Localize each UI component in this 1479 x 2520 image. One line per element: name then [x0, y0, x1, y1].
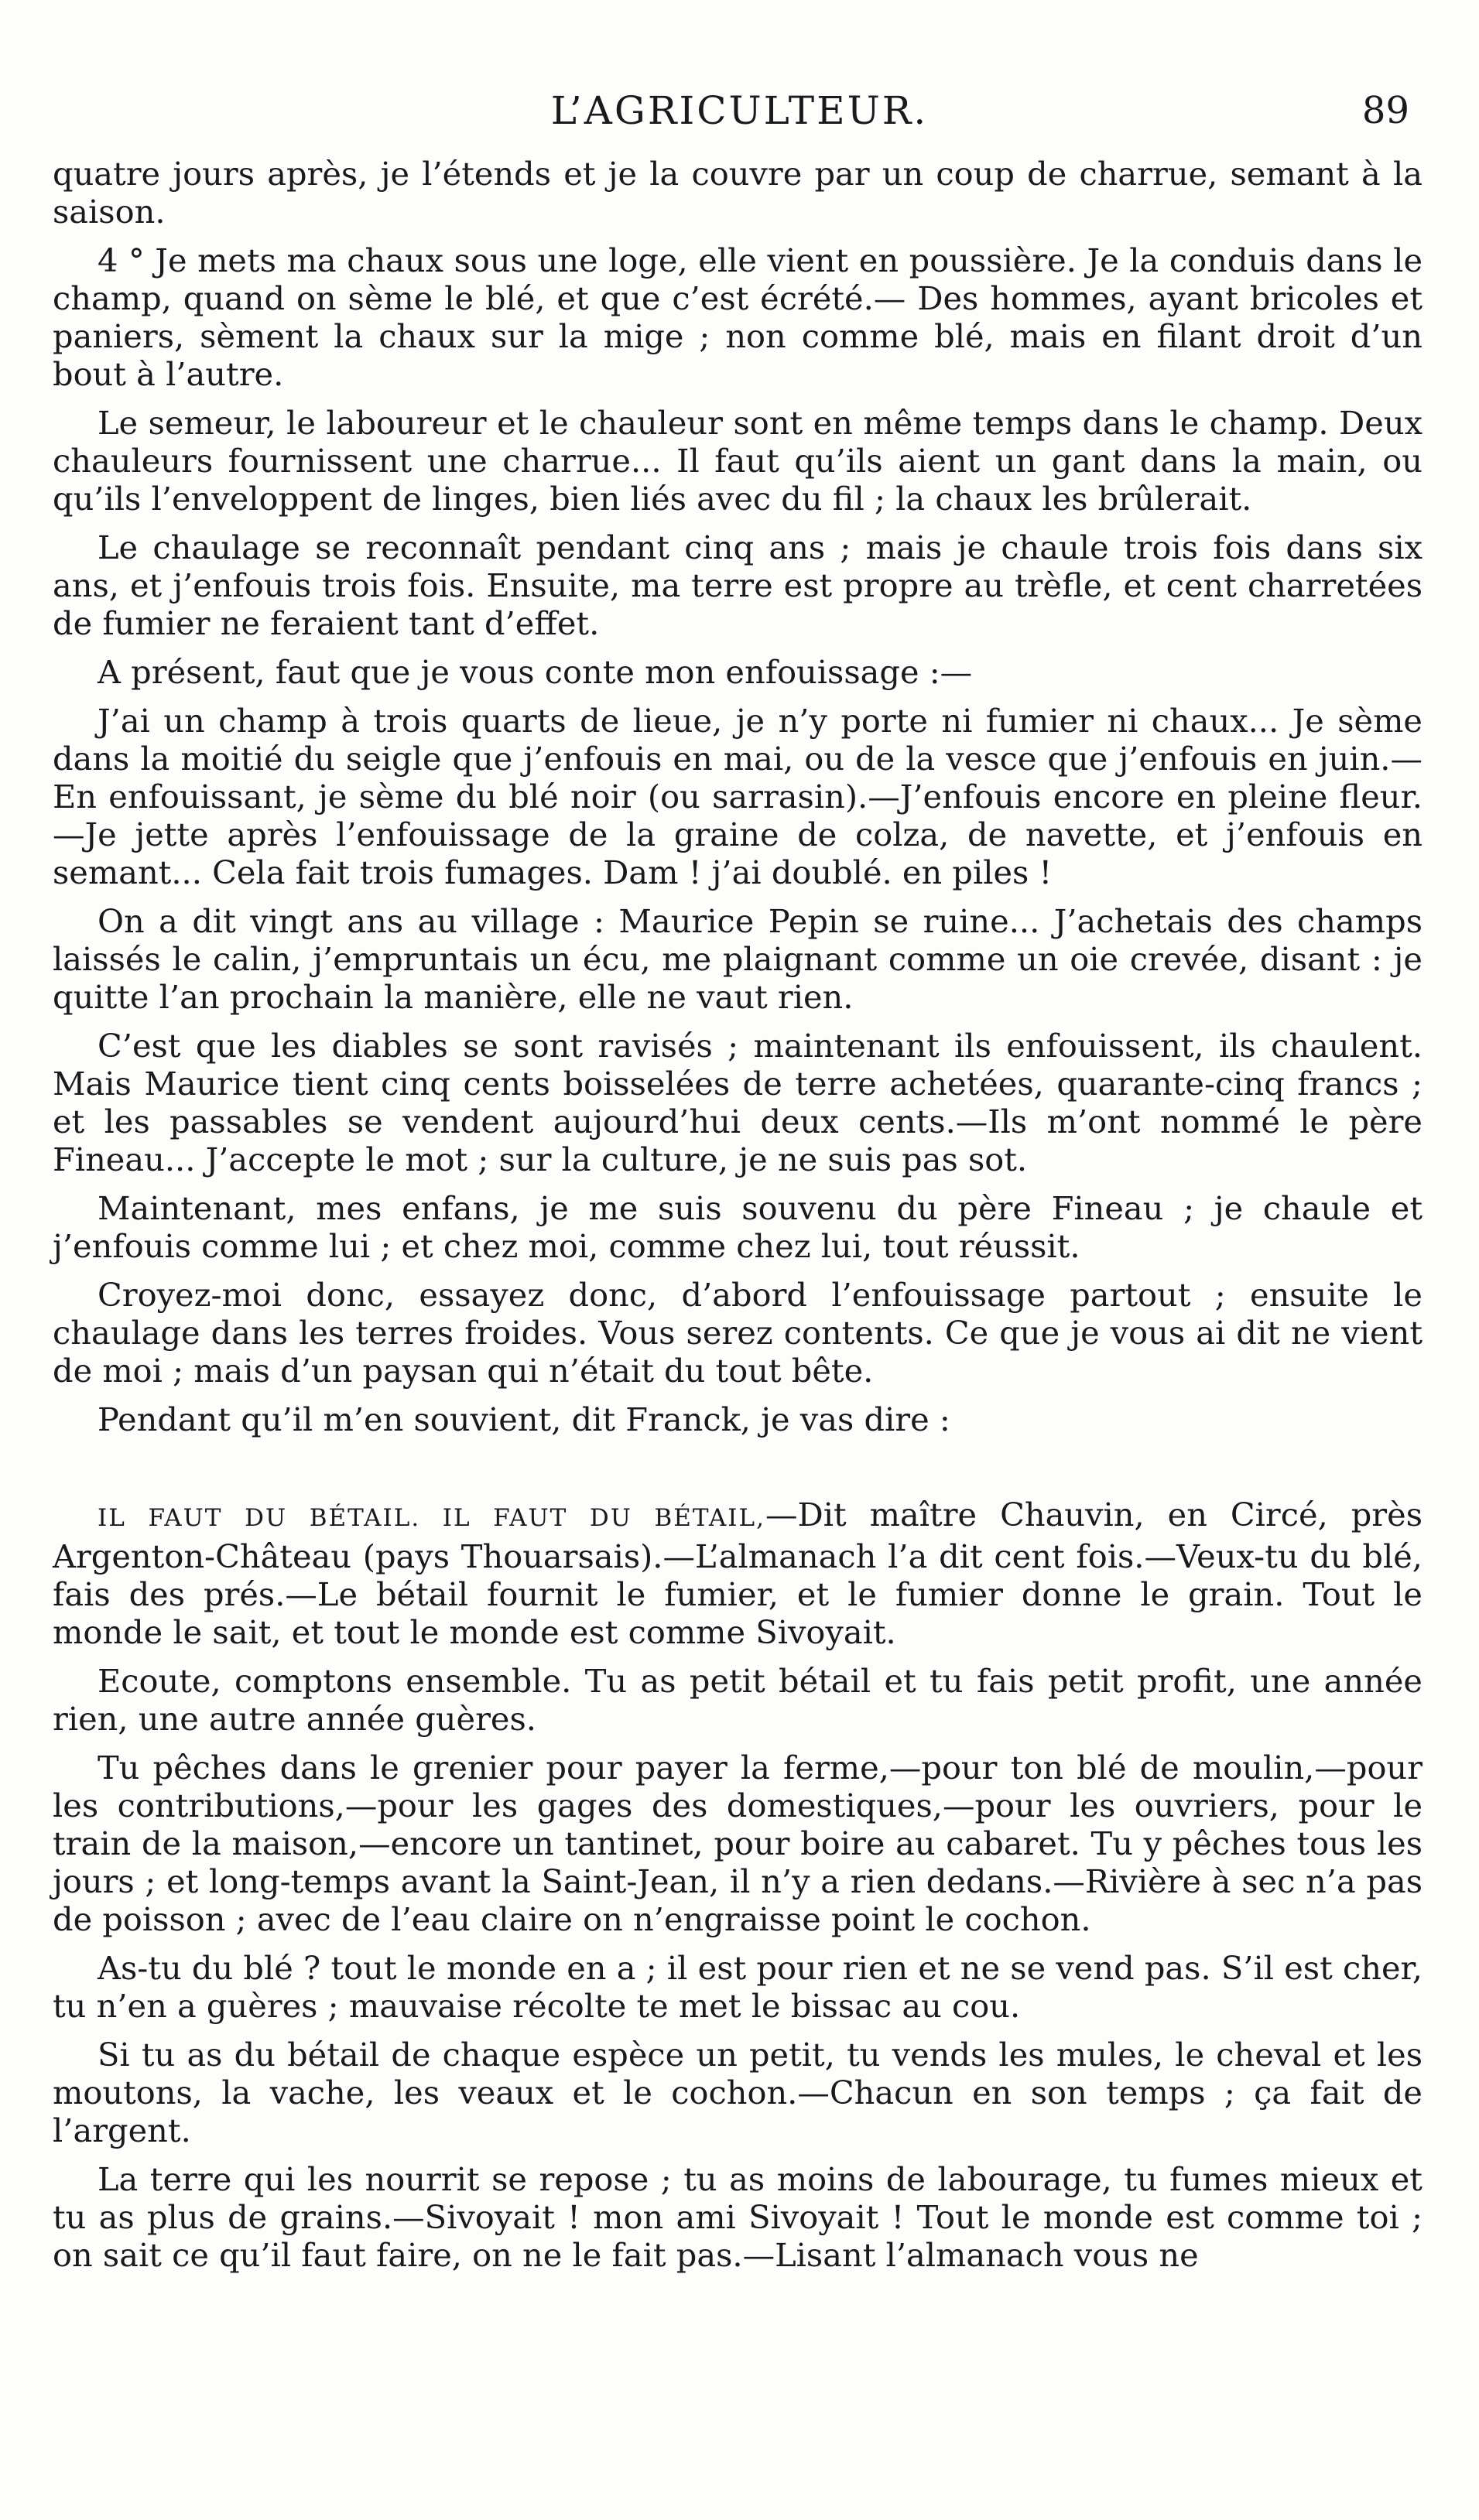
paragraph-9: Maintenant, mes enfans, je me suis souvenu du père Fineau ; je chaule et j’enfouis comme lui ; et chez moi, comme chez lui, tout réussit. [53, 1189, 1423, 1265]
running-header [46, 84, 1433, 138]
paragraph-16: Si tu as du bétail de chaque espèce un petit, tu vends les mules, le cheval et les moutons, la vache, les veaux et le cochon.—Chacun en son temps ; ça fait de l’argent. [53, 2036, 1423, 2149]
paragraph-6: J’ai un champ à trois quarts de lieue, je n’y porte ni fumier ni chaux... Je sème dans la moitié du seigle que j’enfouis en mai, ou de la vesce que j’enfouis en juin.—En enfouissant, je sème du blé noir (ou sarrasin).—J’enfouis encore en pleine fleur.—Je jette après l’enfouissage de la graine de colza, de navette, et j’enfouis en semant... Cela fait trois fumages. Dam ! j’ai doublé. en piles ! [53, 702, 1423, 891]
running-title: L’AGRICULTEUR. [550, 88, 929, 133]
paragraph-13: Ecoute, comptons ensemble. Tu as petit bétail et tu fais petit profit, une année rien, une autre année guères. [53, 1662, 1423, 1738]
paragraph-3: Le semeur, le laboureur et le chauleur sont en même temps dans le champ. Deux chauleurs fournissent une charrue... Il faut qu’ils aient un gant dans la main, ou qu’ils l’enveloppent de linges, bien liés avec du fil ; la chaux les brûlerait. [53, 404, 1423, 518]
paragraph-15: As-tu du blé ? tout le monde en a ; il est pour rien et ne se vend pas. S’il est cher, tu n’en a guères ; mauvaise récolte te met le bissac au cou. [53, 1949, 1423, 2025]
paragraph-10: Croyez-moi donc, essayez donc, d’abord l’enfouissage partout ; ensuite le chaulage dans les terres froides. Vous serez contents. Ce que je vous ai dit ne vient de moi ; mais d’un paysan qui n’était du tout bête. [53, 1276, 1423, 1390]
section-lead-paragraph [53, 1496, 1423, 1651]
paragraph-2: 4 ° Je mets ma chaux sous une loge, elle vient en poussière. Je la conduis dans le champ, quand on sème le blé, et que c’est écrété.— Des hommes, ayant bricoles et paniers, sèment la chaux sur la mige ; non comme blé, mais en filant droit d’un bout à l’autre. [53, 241, 1423, 393]
paragraph-14: Tu pêches dans le grenier pour payer la ferme,—pour ton blé de moulin,—pour les contributions,—pour les gages des domestiques,—pour les ouvriers, pour le train de la maison,—encore un tantinet, pour boire au cabaret. Tu y pêches tous les jours ; et long-temps avant la Saint-Jean, il n’y a rien dedans.—Rivière à sec n’a pas de poisson ; avec de l’eau claire on n’engraisse point le cochon. [53, 1749, 1423, 1938]
paragraph-5: A présent, faut que je vous conte mon enfouissage :— [98, 653, 973, 691]
section-gap [53, 1449, 1423, 1496]
paragraph-4: Le chaulage se reconnaît pendant cinq ans ; mais je chaule trois fois dans six ans, et j’enfouis trois fois. Ensuite, ma terre est propre au trèfle, et cent charretées de fumier ne feraient tant d’effet. [53, 528, 1423, 642]
paragraph-1: quatre jours après, je l’étends et je la couvre par un coup de charrue, semant à la saison. [53, 155, 1423, 231]
section-lead-smallcaps: IL FAUT DU BÉTAIL. IL FAUT DU BÉTAIL, [98, 1504, 765, 1532]
section-lead-text: —Dit maître Chauvin, en Circé, près Argenton-Château (pays Thouarsais).—L’almanach l’a dit cent fois.—Veux-tu du blé, fais des prés.—Le bétail fournit le fumier, et le fumier donne le grain. Tout le monde le sait, et tout le monde est comme Sivoyait. [53, 1496, 1423, 1651]
paragraph-17: La terre qui les nourrit se repose ; tu as moins de labourage, tu fumes mieux et tu as plus de grains.—Sivoyait ! mon ami Sivoyait ! Tout le monde est comme toi ; on sait ce qu’il faut faire, on ne le fait pas.—Lisant l’almanach vous ne [53, 2160, 1423, 2274]
paragraph-11: Pendant qu’il m’en souvient, dit Franck, je vas dire : [98, 1400, 950, 1438]
page-body [53, 155, 1423, 2285]
page-number: 89 [1361, 89, 1409, 132]
paragraph-8: C’est que les diables se sont ravisés ; maintenant ils enfouissent, ils chaulent. Mais Maurice tient cinq cents boisselées de terre achetées, quarante-cinq francs ; et les passables se vendent aujourd’hui deux cents.—Ils m’ont nommé le père Fineau... J’accepte le mot ; sur la culture, je ne suis pas sot. [53, 1027, 1423, 1178]
paragraph-7: On a dit vingt ans au village : Maurice Pepin se ruine... J’achetais des champs laissés le calin, j’empruntais un écu, me plaignant comme un oie crevée, disant : je quitte l’an prochain la manière, elle ne vaut rien. [53, 902, 1423, 1016]
